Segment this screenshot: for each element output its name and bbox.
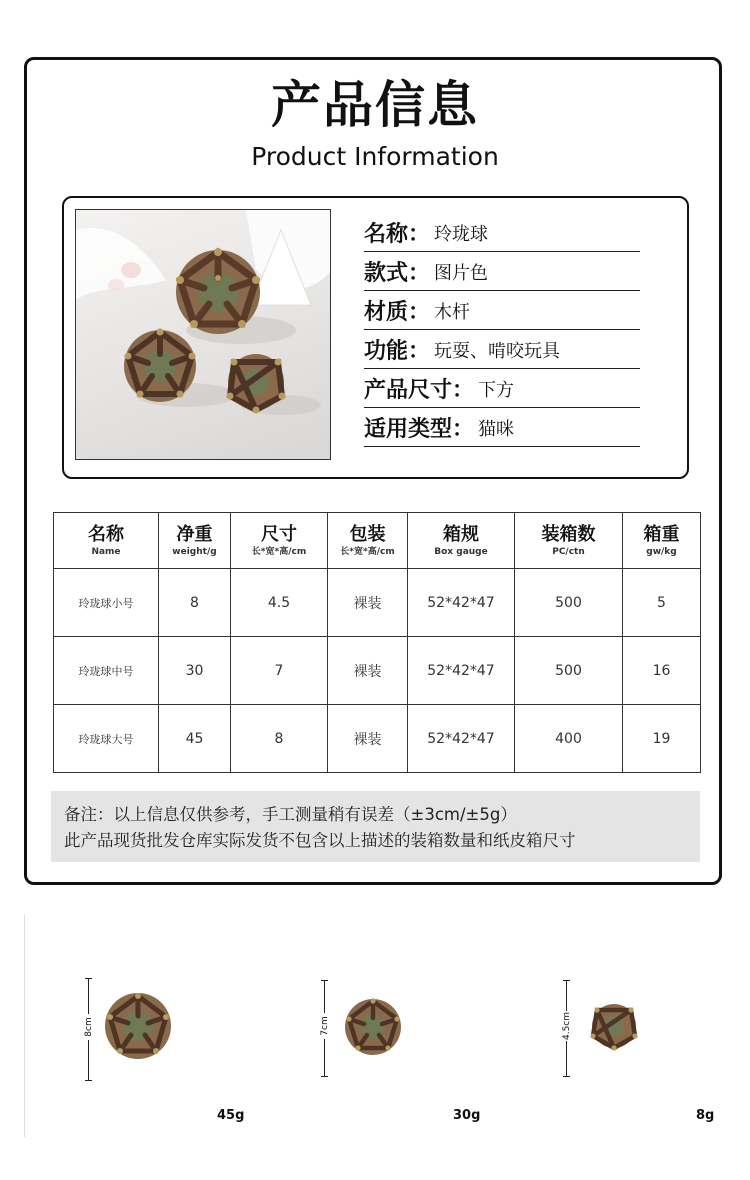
info-row-name bbox=[364, 214, 640, 252]
ball-small-icon bbox=[588, 1000, 640, 1052]
info-value: 下方 bbox=[478, 379, 515, 401]
page-subtitle: Product Information bbox=[251, 142, 499, 171]
info-row-size bbox=[364, 370, 640, 408]
dimension-label: 7cm bbox=[320, 1013, 330, 1039]
table-header-row bbox=[54, 513, 701, 569]
dimension-label: 4.5cm bbox=[562, 1011, 572, 1041]
th-name: 名称 Name bbox=[54, 513, 159, 569]
size-item-medium bbox=[318, 980, 498, 1128]
spec-table bbox=[53, 512, 701, 773]
weight-label: 45g bbox=[217, 1108, 245, 1123]
info-row-style bbox=[364, 253, 640, 291]
info-label: 适用类型： bbox=[364, 417, 475, 442]
divider bbox=[24, 915, 25, 1137]
product-photo-illustration bbox=[76, 210, 331, 460]
dimension-label: 8cm bbox=[84, 1014, 94, 1040]
th-pcs-per-carton: 装箱数 PC/ctn bbox=[515, 513, 623, 569]
info-value: 玩耍、啃咬玩具 bbox=[434, 340, 561, 362]
info-value: 木杆 bbox=[434, 301, 471, 323]
ball-large bbox=[176, 248, 260, 334]
table-row: 玲珑球中号 30 7 裸装 52*42*47 500 16 bbox=[54, 637, 701, 705]
info-row-function bbox=[364, 331, 640, 369]
size-item-small bbox=[560, 980, 720, 1128]
info-label: 材质： bbox=[364, 300, 431, 325]
ball-large-icon bbox=[102, 990, 174, 1062]
info-label: 产品尺寸： bbox=[364, 378, 475, 403]
th-box-weight: 箱重 gw/kg bbox=[623, 513, 701, 569]
info-label: 功能： bbox=[364, 339, 431, 364]
th-package: 包装 长*宽*高/cm bbox=[328, 513, 408, 569]
info-label: 款式： bbox=[364, 261, 431, 286]
ball-medium bbox=[124, 329, 196, 403]
weight-label: 30g bbox=[453, 1108, 481, 1123]
table-row: 玲珑球大号 45 8 裸装 52*42*47 400 19 bbox=[54, 705, 701, 773]
size-item-large bbox=[82, 978, 262, 1128]
weight-label: 8g bbox=[696, 1108, 715, 1123]
ball-medium-icon bbox=[343, 997, 403, 1057]
page-title: 产品信息 bbox=[271, 76, 479, 134]
th-box-gauge: 箱规 Box gauge bbox=[408, 513, 515, 569]
table-row: 玲珑球小号 8 4.5 裸装 52*42*47 500 5 bbox=[54, 569, 701, 637]
info-row-material bbox=[364, 292, 640, 330]
info-value: 玲珑球 bbox=[434, 223, 489, 245]
th-weight: 净重 weight/g bbox=[159, 513, 231, 569]
note-box bbox=[51, 791, 700, 862]
info-row-target bbox=[364, 409, 640, 447]
note-line-2: 此产品现货批发仓库实际发货不包含以上描述的装箱数量和纸皮箱尺寸 bbox=[64, 831, 576, 850]
th-size: 尺寸 长*宽*高/cm bbox=[231, 513, 328, 569]
info-value: 猫咪 bbox=[478, 418, 515, 440]
info-label: 名称： bbox=[364, 222, 431, 247]
note-line-1: 备注：以上信息仅供参考，手工测量稍有误差（±3cm/±5g） bbox=[64, 805, 517, 824]
product-photo bbox=[75, 209, 331, 460]
info-value: 图片色 bbox=[434, 262, 489, 284]
